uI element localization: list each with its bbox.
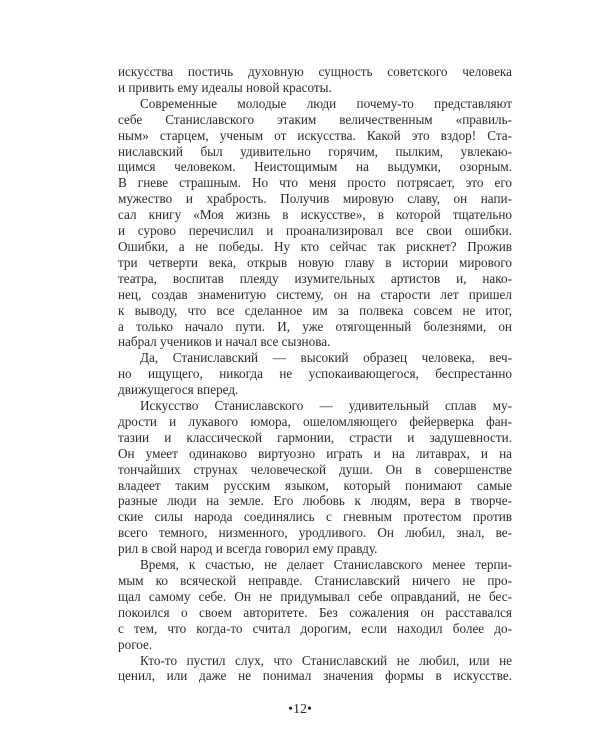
text-line: мужество и храбрость. Получив мировую славу, он напи-: [118, 191, 512, 207]
text-line: мым ко всяческой неправде. Станиславский ничего не про-: [118, 573, 512, 588]
text-line: разные люди на земле. Его любовь к людям, вера в творче-: [118, 493, 512, 509]
text-line: Ошибки, а не победы. Ну кто сейчас так рискнет? Прожив: [118, 238, 512, 254]
text-line: рогое.: [118, 636, 153, 652]
paragraph: [118, 653, 512, 685]
text-line: с тем, что когда-то считал дорогим, если находил более до-: [118, 620, 512, 636]
body-text: [118, 64, 512, 684]
text-line: Время, к счастью, не делает Станиславского менее терпи-: [140, 557, 512, 573]
text-line: щал самому себе. Он не придумывал себе оправданий, не бес-: [118, 588, 512, 604]
text-line: искусства постичь духовную сущность советского человека: [118, 64, 512, 79]
text-line: ниславский был удивительно горячим, пылким, увлекаю-: [118, 143, 512, 159]
text-line: к выводу, что все сделанное им за полвека совсем не итог,: [118, 302, 512, 318]
text-line: набрал учеников и начал все сызнова.: [118, 334, 331, 350]
text-line: Современные молодые люди почему-то представляют: [140, 95, 512, 111]
text-line: Он умеет одинаково виртуозно играть и на литаврах, и на: [118, 445, 512, 461]
text-line: и сурово перечислил и проанализировал все свои ошибки.: [118, 223, 512, 239]
paragraph: [118, 557, 512, 652]
text-line: тазии и классической гармонии, страсти и задушевности.: [118, 429, 512, 445]
text-line: Кто-то пустил слух, что Станиславский не любил, или не: [140, 652, 512, 668]
text-line: Да, Станиславский — высокий образец человека, веч-: [140, 350, 512, 366]
text-line: дрости и лукавого юмора, ошеломляющего фейерверка фан-: [118, 413, 512, 429]
paragraph: [118, 64, 512, 96]
page-number: •12•: [288, 702, 312, 717]
paragraph: [118, 350, 512, 398]
text-line: ным» старцем, ученым от искусства. Какой это вздор! Ста-: [118, 127, 512, 143]
text-line: но ищущего, никогда не успокаивающегося, беспрестанно: [118, 366, 512, 382]
text-line: нец, создав знаменитую систему, он на старости лет пришел: [118, 286, 512, 302]
text-line: владеет таким русским языком, который понимают самые: [118, 477, 512, 493]
paragraph: [118, 96, 512, 351]
text-line: покоился о своем авторитете. Без сожаления он расставался: [118, 604, 512, 620]
text-line: тончайших струнах человеческой души. Он в совершенстве: [118, 461, 512, 477]
paragraph: [118, 398, 512, 557]
text-line: и привить ему идеалы новой красоты.: [118, 79, 332, 95]
text-line: сал книгу «Моя жизнь в искусстве», в которой тщательно: [118, 207, 512, 223]
text-line: себе Станиславского этаким величественным «правиль-: [118, 111, 512, 127]
text-line: щимся человеком. Неистощимым на выдумки, озорным.: [118, 159, 512, 175]
text-line: ценил, или даже не понимал значения формы в искусстве.: [118, 668, 512, 684]
text-line: Искусство Станиславского — удивительный сплав му-: [140, 398, 512, 414]
text-line: движущегося вперед.: [118, 382, 239, 398]
text-line: ские силы народа соединялись с гневным протестом против: [118, 509, 512, 525]
text-line: три четверти века, открыв новую главу в истории мирового: [118, 254, 512, 270]
text-line: В гневе страшным. Но что меня просто потрясает, это его: [118, 175, 512, 191]
text-line: рил в свой народ и всегда говорил ему правду.: [118, 541, 378, 557]
text-line: театра, воспитав плеяду изумительных артистов и, нако-: [118, 270, 512, 286]
text-line: всего темного, низменного, уродливого. Он любил, знал, ве-: [118, 525, 512, 541]
text-line: а только начало пути. И, уже отягощенный болезнями, он: [118, 318, 512, 334]
